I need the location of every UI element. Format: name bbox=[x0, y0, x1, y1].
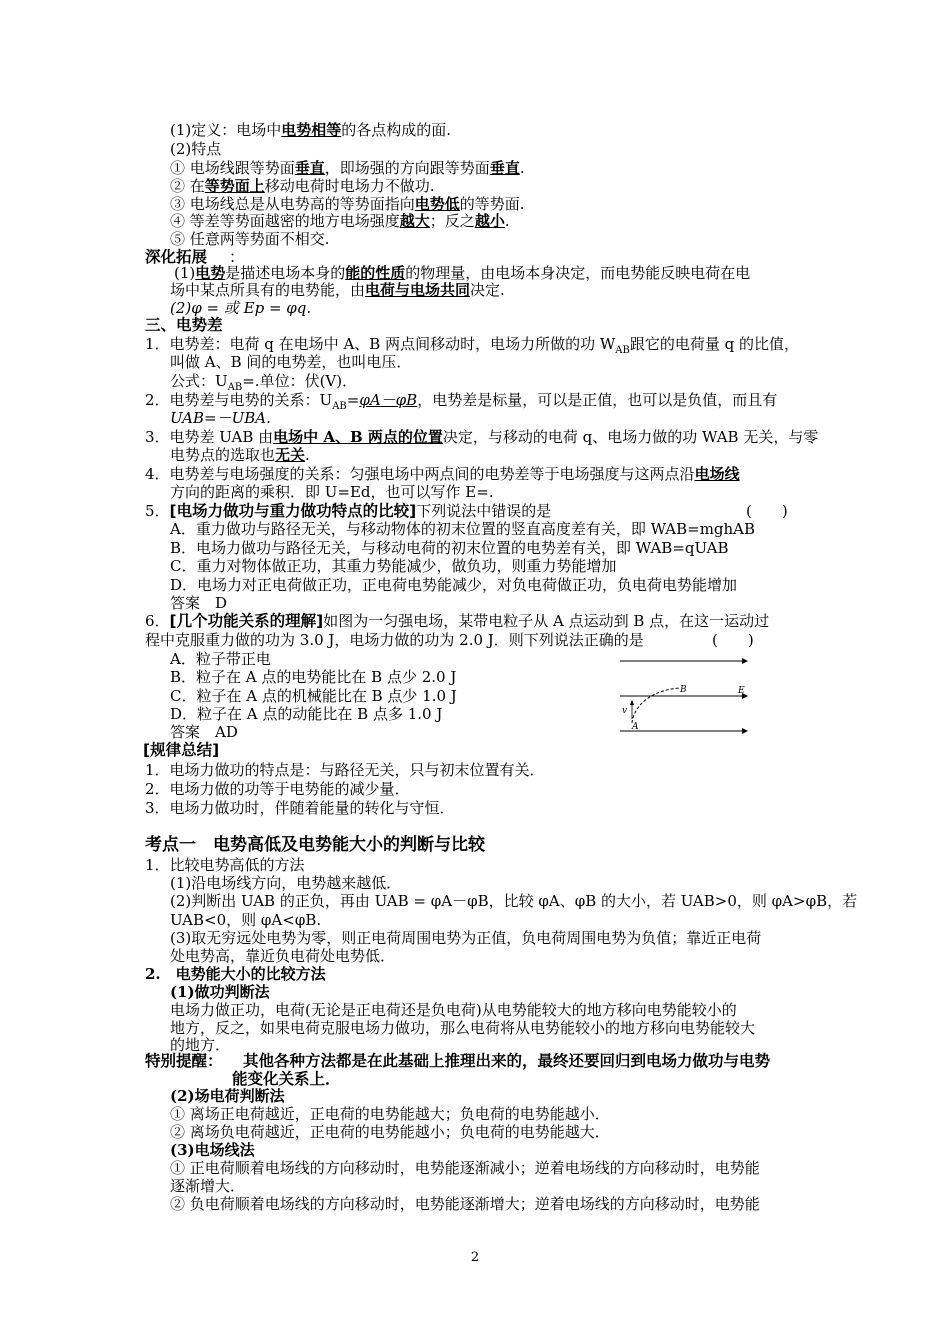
method-1a: (1)沿电场线方向，电势越来越低． bbox=[170, 874, 402, 892]
feature-2: ② 在等势面上移动电荷时电场力不做功. bbox=[170, 177, 435, 195]
method-2: 2. 电势能大小的比较方法 bbox=[145, 965, 326, 983]
key-point-heading: 考点一 电势高低及电势能大小的判断与比较 bbox=[145, 835, 485, 855]
method-2c-2: ② 负电荷顺着电场线的方向移动时，电势能逐渐增大；逆着电场线的方向移动时，电势能 bbox=[170, 1195, 760, 1213]
item-3: 3．电势差 UAB 由电场中 A、B 两点的位置决定，与移动的电荷 q、电场力做的功 WAB 无关，与零 bbox=[145, 428, 819, 446]
item-2-cont: UAB=－UBA. bbox=[170, 409, 271, 427]
method-2c-1: ① 正电荷顺着电场线的方向移动时，电势能逐渐减小；逆着电场线的方向移动时，电势能 bbox=[170, 1159, 760, 1177]
page-number: 2 bbox=[470, 1250, 480, 1265]
method-2a-text-3: 的地方． bbox=[170, 1036, 231, 1054]
option-b: B．电场力做功与路径无关，与移动电荷的初末位置的电势差有关，即 WAB=qUAB bbox=[170, 539, 729, 557]
formula-line: 公式：$U_{AB}=$.单位：伏(V)． bbox=[170, 372, 358, 393]
label-a: A bbox=[632, 722, 639, 732]
method-2b-1: ① 离场正电荷越近，正电荷的电势能越大；负电荷的电势能越小． bbox=[170, 1105, 610, 1123]
section-heading: 三、电势差 bbox=[145, 316, 223, 334]
method-2a-text: 电场力做正功，电荷(无论是正电荷还是负电荷)从电势能较大的地方移向电势能较小的 bbox=[170, 1001, 737, 1019]
item-3-cont: 电势点的选取也无关. bbox=[170, 446, 310, 464]
option-c: C．粒子在 A 点的机械能比在 B 点少 1.0 J bbox=[170, 687, 457, 705]
feature-1: ① 电场线跟等势面垂直，即场强的方向跟等势面垂直. bbox=[170, 159, 525, 177]
rule-1: 1．电场力做功的特点是：与路径无关，只与初末位置有关． bbox=[145, 761, 545, 779]
method-1c: (3)取无穷远处电势为零，则正电荷周围电势为正值，负电荷周围电势为负值；靠近正电荷 bbox=[170, 929, 762, 947]
feature-5: ⑤ 任意两等势面不相交. bbox=[170, 230, 330, 248]
definition-line: (1)定义：电场中电势相等的各点构成的面. bbox=[170, 121, 452, 139]
answer: 答案 AD bbox=[170, 723, 238, 741]
method-2c-title: (3)电场线法 bbox=[170, 1141, 255, 1159]
method-1b-cont: UAB<0，则 φA<φB. bbox=[170, 911, 322, 929]
method-1: 1．比较电势高低的方法 bbox=[145, 856, 305, 874]
tip-text-2: 能变化关系上． bbox=[232, 1070, 341, 1088]
item-1: 1．电势差：电荷 q 在电场中 A、B 两点间移动时，电场力所做的功 $W_{AB}$跟它的电荷量 q 的比值， bbox=[145, 335, 799, 356]
option-a: A．重力做功与路径无关，与移动物体的初末位置的竖直高度差有关，即 WAB=mghAB bbox=[170, 520, 756, 538]
extension-1-cont: 场中某点所具有的电势能，由电荷与电场共同决定. bbox=[170, 281, 505, 299]
question-6-cont: 程中克服重力做的功为 3.0 J，电场力做的功为 2.0 J．则下列说法正确的是 bbox=[145, 631, 644, 649]
rule-3: 3．电场力做功时，伴随着能量的转化与守恒． bbox=[145, 799, 455, 817]
method-2b-2: ② 离场负电荷越近，正电荷的电势能越小；负电荷的电势能越大． bbox=[170, 1123, 610, 1141]
label-b: B bbox=[680, 685, 687, 695]
item-1-cont: 叫做 A、B 间的电势差，也叫电压． bbox=[170, 353, 412, 371]
method-2a-title: (1)做功判断法 bbox=[170, 983, 270, 1001]
tip-text: 其他各种方法都是在此基础上推理出来的，最终还要回归到电场力做功与电势 bbox=[243, 1052, 771, 1070]
extension-1: (1)电势是描述电场本身的能的性质的物理量，由电场本身决定，而电势能反映电荷在电 bbox=[174, 264, 751, 282]
label-e: E bbox=[738, 686, 745, 696]
feature-4: ④ 等差等势面越密的地方电场强度越大；反之越小. bbox=[170, 212, 510, 230]
rule-2: 2．电场力做的功等于电势能的减少量． bbox=[145, 780, 410, 798]
rules-heading: [规律总结] bbox=[143, 741, 220, 759]
option-b: B．粒子在 A 点的电势能比在 B 点少 2.0 J bbox=[170, 668, 457, 686]
option-d: D．电场力对正电荷做正功，正电荷电势能减少，对负电荷做正功，负电荷电势能增加 bbox=[170, 576, 738, 594]
option-a: A．粒子带正电 bbox=[170, 650, 271, 668]
item-4-cont: 方向的距离的乘积．即 U=Ed，也可以写作 E=. bbox=[170, 483, 494, 501]
tip-label: 特别提醒： bbox=[145, 1052, 223, 1070]
method-2c-1-cont: 逐渐增大． bbox=[170, 1177, 246, 1195]
item-4: 4．电势差与电场强度的关系：匀强电场中两点间的电势差等于电场强度与这两点沿电场线 bbox=[145, 465, 740, 483]
item-2: 2．电势差与电势的关系：$U_{AB}=\varphi A-\varphi B$，电势差是标量，可以是正值，也可以是负值，而且有 bbox=[145, 391, 778, 412]
features-heading: (2)特点 bbox=[170, 140, 222, 158]
question-5-paren: ( ) bbox=[746, 502, 788, 520]
method-2b-title: (2)场电荷判断法 bbox=[170, 1087, 285, 1105]
question-6: 6．[几个功能关系的理解]如图为一匀强电场，某带电粒子从 A 点运动到 B 点，在这一运动过 bbox=[145, 612, 770, 630]
electric-field-diagram bbox=[618, 653, 750, 735]
question-5: 5．[电场力做功与重力做功特点的比较]下列说法中错误的是 bbox=[145, 502, 552, 520]
extension-2: (2)φ = 或 Ep = φq. bbox=[170, 299, 312, 317]
method-1b: (2)判断出 UAB 的正负，再由 UAB = φA－φB，比较 φA、φB 的大小，若 UAB>0，则 φA>φB，若 bbox=[170, 892, 858, 910]
option-d: D．粒子在 A 点的动能比在 B 点多 1.0 J bbox=[170, 705, 443, 723]
label-v: v bbox=[622, 706, 628, 716]
option-c: C．重力对物体做正功，其重力势能减少，做负功，则重力势能增加 bbox=[170, 557, 617, 575]
method-1c-cont: 处电势高，靠近负电荷处电势低． bbox=[170, 947, 396, 965]
extension-heading: 深化拓展 ： bbox=[145, 248, 245, 266]
question-6-paren: ( ) bbox=[712, 631, 754, 649]
answer: 答案 D bbox=[170, 594, 228, 612]
feature-3: ③ 电场线总是从电势高的等势面指向电势低的等势面. bbox=[170, 195, 525, 213]
method-2a-text-2: 地方，反之，如果电荷克服电场力做功，那么电荷将从电势能较小的地方移向电势能较大 bbox=[170, 1019, 756, 1037]
